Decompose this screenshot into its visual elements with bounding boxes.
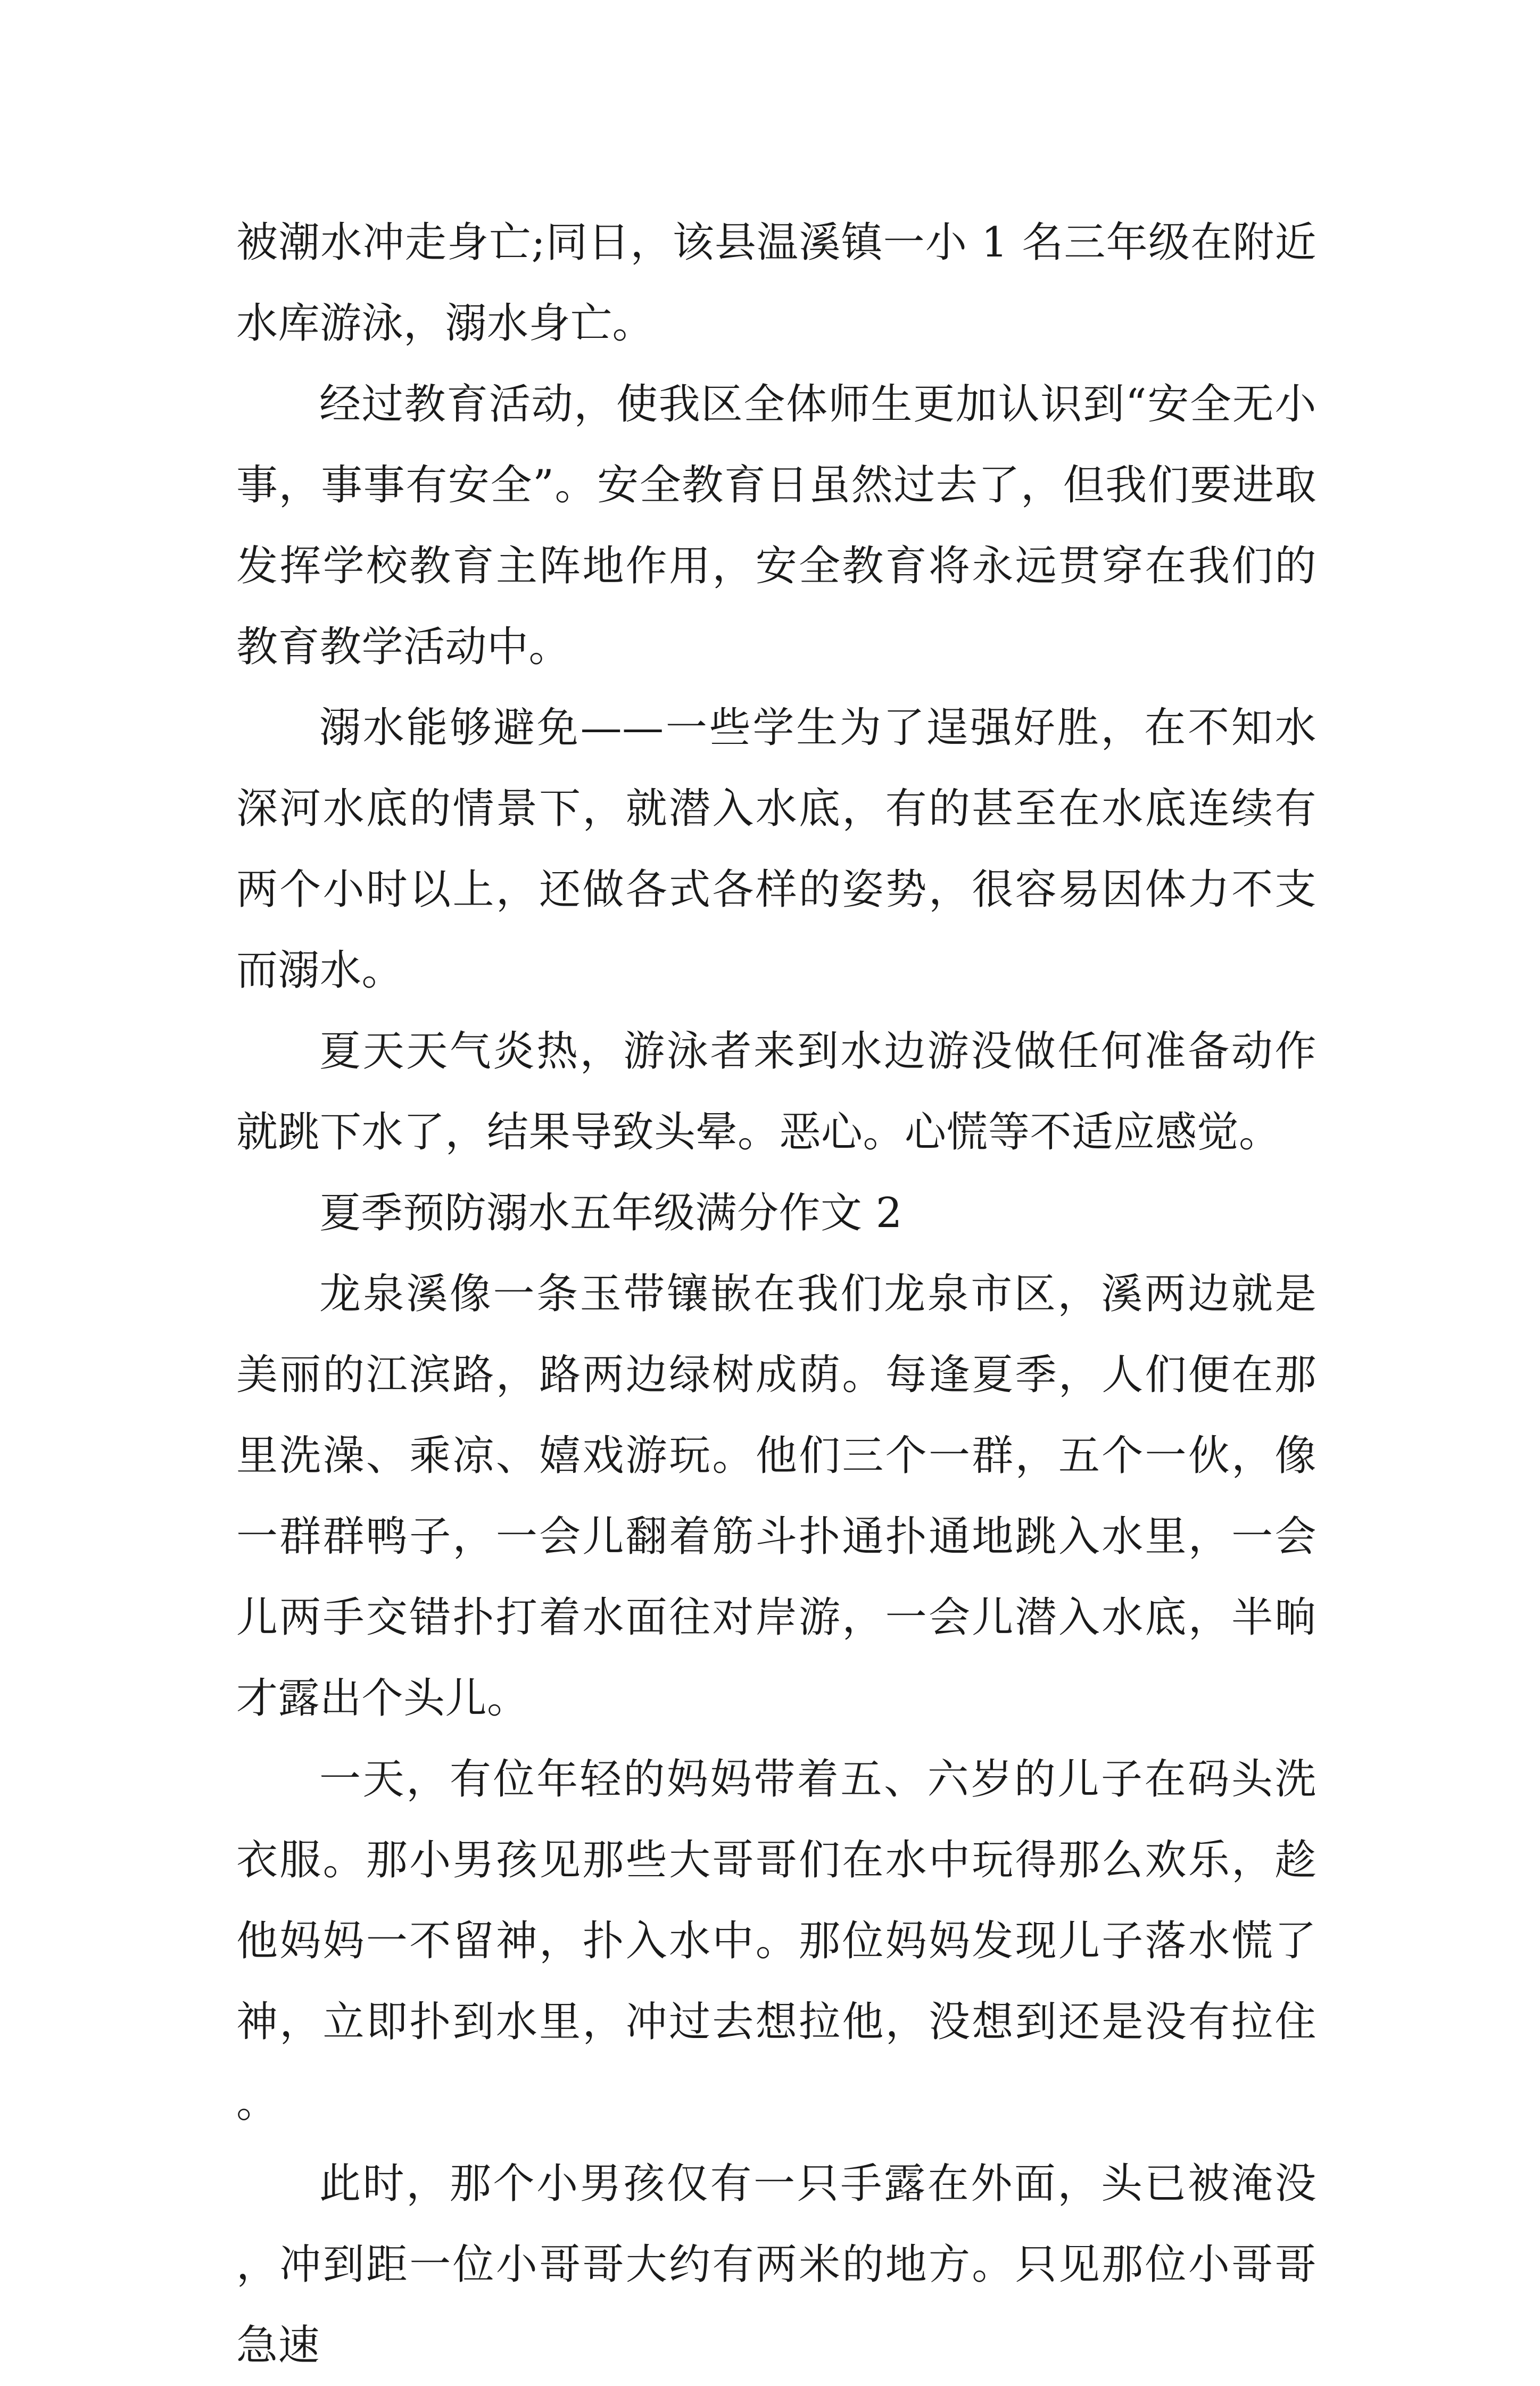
- paragraph: 此时，那个小男孩仅有一只手露在外面，头已被淹没，冲到距一位小哥哥大约有两米的地方。只见那位小哥哥急速: [236, 2160, 1317, 2370]
- paragraph: 被潮水冲走身亡;同日，该县温溪镇一小 1 名三年级在附近水库游泳，溺水身亡。: [236, 219, 1317, 347]
- paragraph: 经过教育活动，使我区全体师生更加认识到“安全无小事，事事有安全”。安全教育日虽然过去了，但我们要进取发挥学校教育主阵地作用，安全教育将永远贯穿在我们的教育教学活动中。: [236, 380, 1317, 671]
- body-text: [236, 202, 1317, 2386]
- paragraph: 龙泉溪像一条玉带镶嵌在我们龙泉市区，溪两边就是美丽的江滨路，路两边绿树成荫。每逢夏季，人们便在那里洗澡、乘凉、嬉戏游玩。他们三个一群，五个一伙，像一群群鸭子，一会儿翻着筋斗扑通扑通地跳入水里，一会儿两手交错扑打着水面往对岸游，一会儿潜入水底，半晌才露出个头儿。: [236, 1270, 1317, 1722]
- paragraph: 一天，有位年轻的妈妈带着五、六岁的儿子在码头洗衣服。那小男孩见那些大哥哥们在水中玩得那么欢乐，趁他妈妈一不留神，扑入水中。那位妈妈发现儿子落水慌了神，立即扑到水里，冲过去想拉他，没想到还是没有拉住。: [236, 1755, 1317, 2127]
- section-heading: 夏季预防溺水五年级满分作文 2: [319, 1189, 903, 1237]
- paragraph: 夏天天气炎热，游泳者来到水边游没做任何准备动作就跳下水了，结果导致头晕。恶心。心慌等不适应感觉。: [236, 1028, 1317, 1156]
- paragraph: 溺水能够避免——一些学生为了逞强好胜，在不知水深河水底的情景下，就潜入水底，有的甚至在水底连续有两个小时以上，还做各式各样的姿势，很容易因体力不支而溺水。: [236, 704, 1317, 995]
